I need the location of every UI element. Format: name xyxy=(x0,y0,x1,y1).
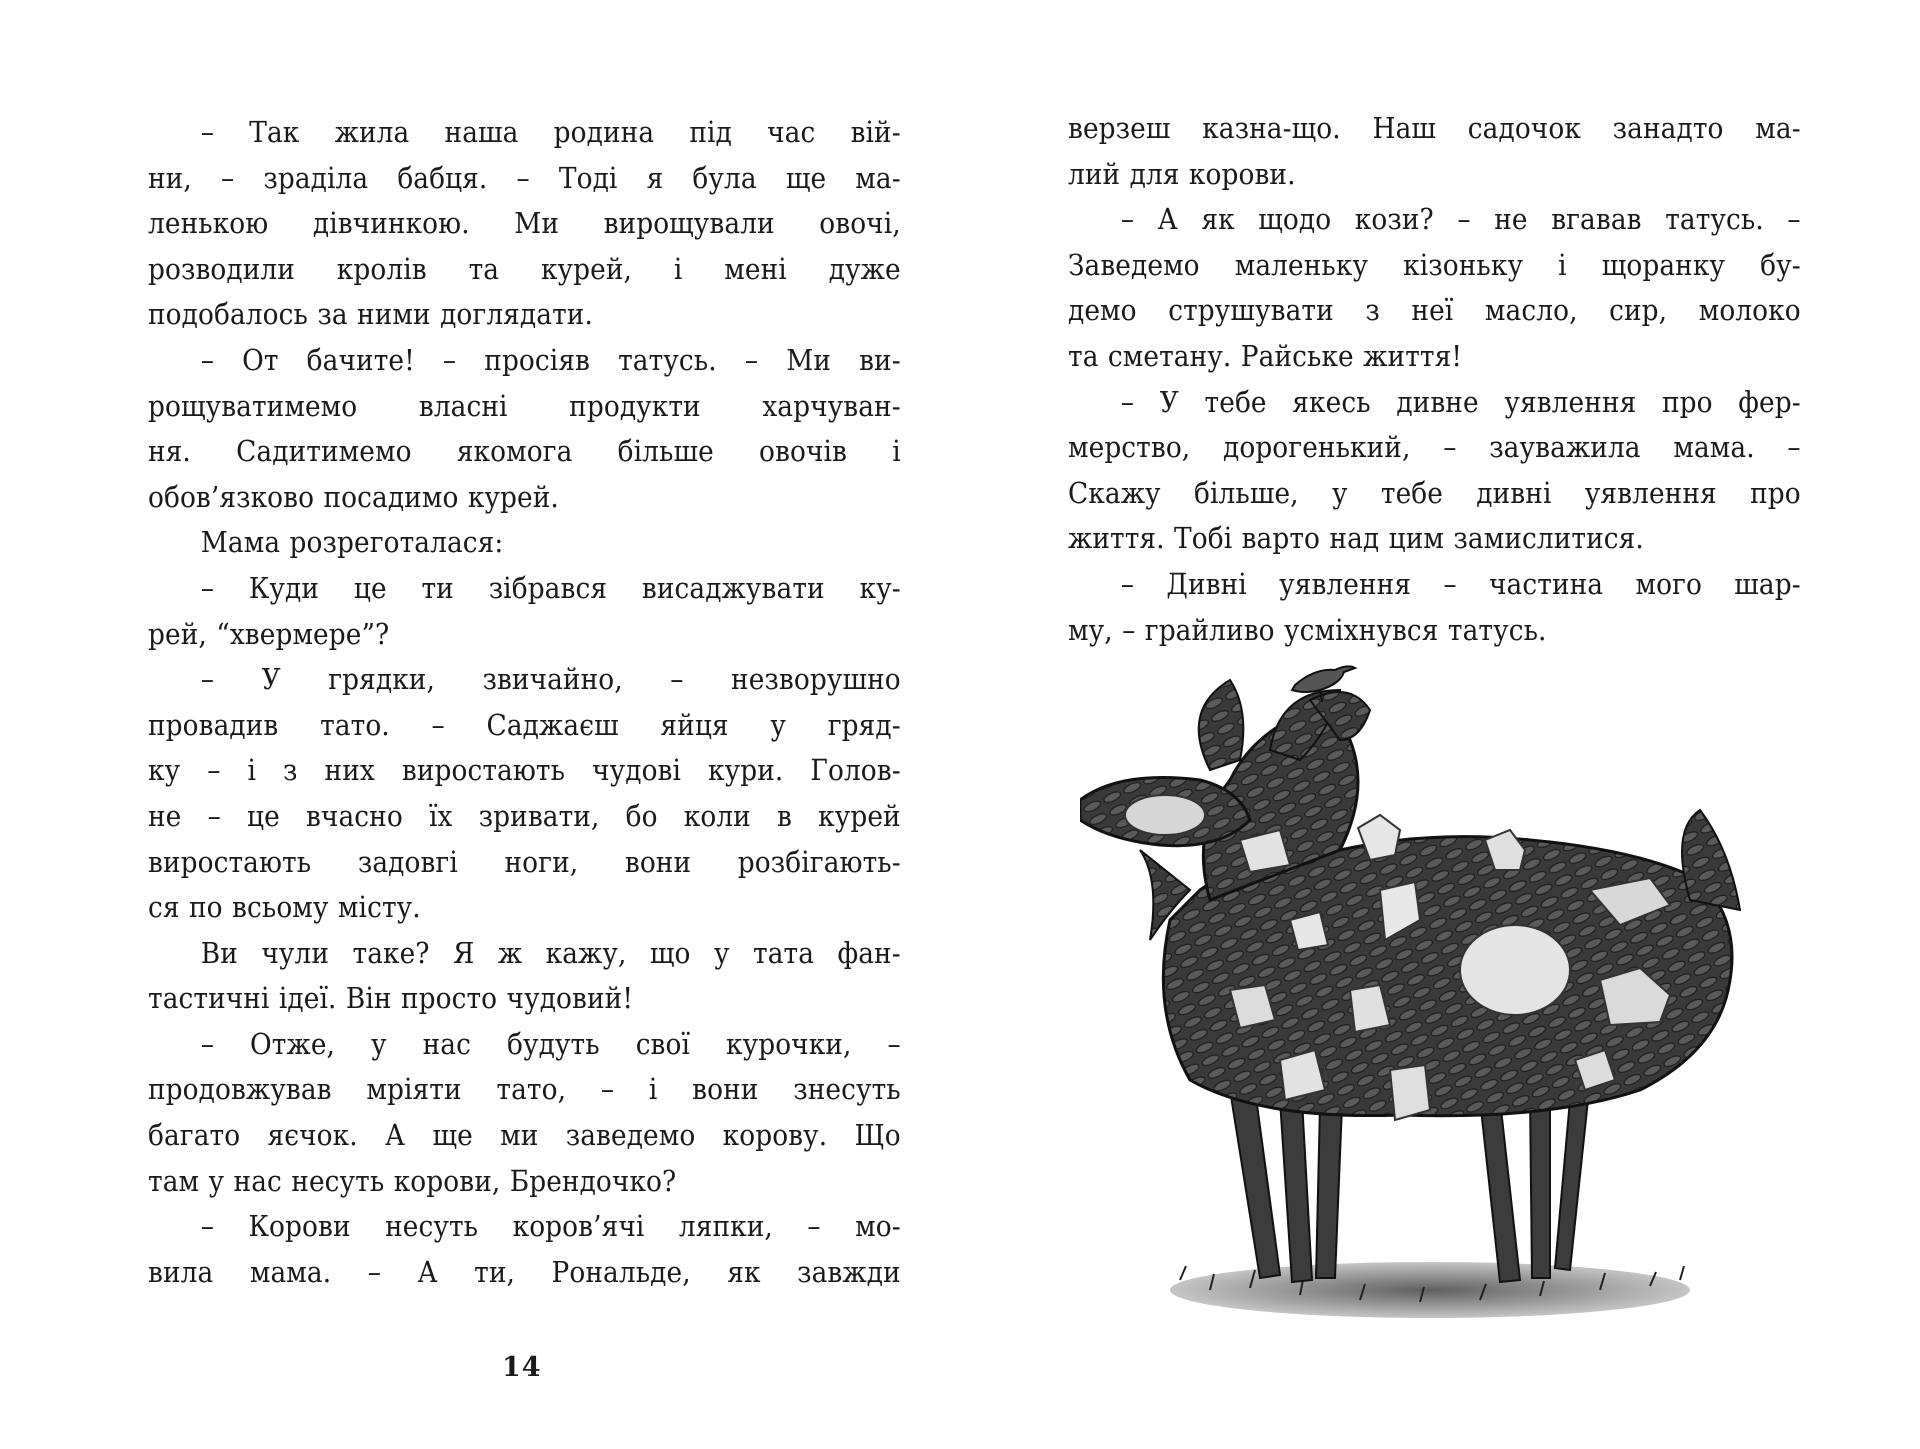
text-line: ня. Садитимемо якомога більше овочів і xyxy=(148,434,901,469)
text-line: – Дивні уявлення – частина мого шар- xyxy=(1120,566,1801,601)
text-line: – От бачите! – просіяв татусь. – Ми ви- xyxy=(200,342,901,377)
text-line: – А як щодо кози? – не вгавав татусь. – xyxy=(1120,202,1801,237)
text-line: та сметану. Райське життя! xyxy=(1068,338,1463,373)
text-line: подобалось за ними доглядати. xyxy=(148,297,593,332)
text-line: – Так жила наша родина під час вій- xyxy=(200,115,901,149)
text-line: виростають задовгі ноги, вони розбігають- xyxy=(148,844,901,879)
text-line: ку – і з них виростають чудові кури. Голов- xyxy=(148,753,901,788)
goat-bush-icon xyxy=(1080,650,1800,1340)
text-line: Заведемо маленьку кізоньку і щоранку бу- xyxy=(1068,247,1801,282)
text-line: верзеш казна-що. Наш садочок занадто ма- xyxy=(1068,111,1801,145)
text-line: продовжував мріяти тато, – і вони знесуть xyxy=(148,1072,901,1107)
right-page xyxy=(960,0,1920,1449)
text-line: – У грядки, звичайно, – незворушно xyxy=(200,662,901,697)
text-line: мерство, дорогенький, – зауважила мама. – xyxy=(1068,430,1801,465)
text-line: ленькою дівчинкою. Ми вирощували овочі, xyxy=(148,206,901,241)
text-line: му, – грайливо усміхнувся татусь. xyxy=(1068,612,1547,647)
text-line: рощуватимемо власні продукти харчуван- xyxy=(148,388,901,423)
text-line: лий для корови. xyxy=(1068,156,1296,191)
text-line: – Отже, у нас будуть свої курочки, – xyxy=(200,1026,901,1061)
text-line: демо струшувати з неї масло, сир, молоко xyxy=(1068,293,1801,328)
text-line: ни, – зраділа бабця. – Тоді я була ще ма- xyxy=(148,160,901,195)
text-line: рей, “хвермере”? xyxy=(148,616,390,651)
text-line: провадив тато. – Саджаєш яйця у гряд- xyxy=(148,707,901,742)
text-line: розводили кролів та курей, і мені дуже xyxy=(148,251,901,286)
text-line: – Куди це ти зібрався висаджувати ку- xyxy=(200,570,901,605)
text-line: не – це вчасно їх зривати, бо коли в курей xyxy=(148,798,901,833)
text-line: багато яєчок. А ще ми заведемо корову. Що xyxy=(148,1118,901,1153)
text-line: вила мама. – А ти, Рональде, як завжди xyxy=(148,1254,901,1289)
page-number: 14 xyxy=(502,1352,542,1383)
text-line: Скажу більше, у тебе дивні уявлення про xyxy=(1068,475,1801,510)
text-line: там у нас несуть корови, Брендочко? xyxy=(148,1163,677,1198)
right-text-column xyxy=(1068,106,1800,653)
text-line: тастичні ідеї. Він просто чудовий! xyxy=(148,981,634,1016)
goat-hedge-illustration xyxy=(1080,650,1800,1340)
text-line: Мама розреготалася: xyxy=(200,525,504,560)
text-line: Ви чули таке? Я ж кажу, що у тата фан- xyxy=(200,935,901,970)
left-text-column xyxy=(148,110,900,1295)
text-line: обов’язково посадимо курей. xyxy=(148,479,559,514)
text-line: – Корови несуть коров’ячі ляпки, – мо- xyxy=(200,1209,901,1244)
text-line: ся по всьому місту. xyxy=(148,890,421,925)
text-line: – У тебе якесь дивне уявлення про фер- xyxy=(1120,384,1801,419)
text-line: життя. Тобі варто над цим замислитися. xyxy=(1068,521,1644,556)
